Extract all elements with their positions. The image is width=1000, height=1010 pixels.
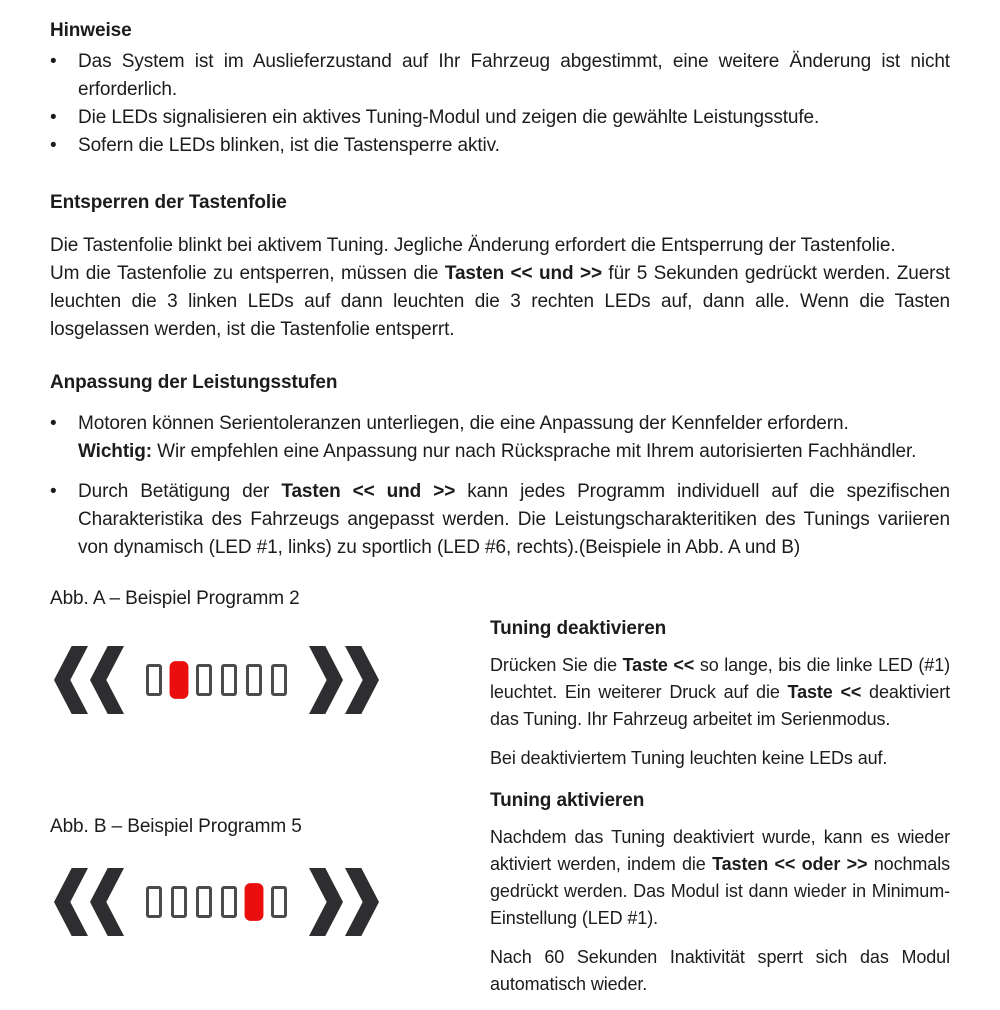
led-row (146, 886, 287, 918)
led-2 (171, 886, 187, 918)
two-column-area (50, 588, 950, 1010)
bullet-text: Die LEDs signalisieren ein aktives Tuning-Modul und zeigen die gewählte Leistungsstufe. (78, 107, 820, 128)
figure-b-label: Abb. B – Beispiel Programm 5 (50, 816, 302, 837)
tuning-aktivieren-paragraph (490, 824, 950, 932)
text-run: so lange, bis die linke LED (#1) leuchtet. Ein weiterer Druck auf die (490, 655, 950, 702)
list-item (50, 104, 950, 132)
led-display-b (54, 866, 490, 938)
text-run: nochmals gedrückt werden. Das Modul ist dann wieder in Minimum-Einstellung (LED #1). (490, 854, 950, 928)
section-anpassung (50, 372, 950, 562)
text-run-bold: Tasten << und >> (281, 481, 456, 502)
tuning-column (490, 588, 950, 1010)
text-run-bold: Taste << (787, 682, 862, 702)
bullet-icon: • (50, 51, 57, 72)
text-run-bold: Tasten << und >> (444, 263, 602, 284)
led-3 (196, 664, 212, 696)
text-run: Nachdem das Tuning deaktiviert wurde, kann es wieder aktiviert werden, indem die (490, 827, 950, 874)
chevron-left-icon (54, 868, 124, 936)
bullet-icon: • (50, 107, 57, 128)
led-4 (221, 886, 237, 918)
entsperren-line1: Die Tastenfolie blinkt bei aktivem Tuning. Jegliche Änderung erfordert die Entsperrung der Tastenfolie. (50, 235, 896, 256)
chevron-blade (309, 868, 343, 936)
chevron-blade (90, 868, 124, 936)
list-item (50, 478, 950, 562)
bullet-icon: • (50, 413, 57, 434)
text-run: Motoren können Serientoleranzen unterliegen, die eine Anpassung der Kennfelder erfordern. (78, 413, 849, 434)
text-run: für 5 Sekunden gedrückt werden. Zuerst leuchten die 3 linken LEDs auf dann leuchten die 3 rechten LEDs auf, dann alle. Wenn die Tasten losgelassen werden, ist die Tastenfolie entsperrt. (50, 263, 950, 340)
led-row (146, 664, 287, 696)
tuning-deaktivieren-note: Bei deaktiviertem Tuning leuchten keine LEDs auf. (490, 748, 888, 768)
list-item (50, 410, 950, 466)
text-run: Durch Betätigung der (78, 481, 282, 502)
anpassung-list (50, 410, 950, 562)
bullet-text: Das System ist im Auslieferzustand auf Ihr Fahrzeug abgestimmt, eine weitere Änderung ist nicht erforderlich. (78, 51, 950, 100)
chevron-blade (90, 646, 124, 714)
entsperren-paragraph (50, 260, 950, 344)
led-6 (271, 886, 287, 918)
led-5 (246, 664, 262, 696)
led-5 (245, 883, 264, 921)
anpassung-title: Anpassung der Leistungsstufen (50, 372, 338, 393)
tuning-aktivieren-title: Tuning aktivieren (490, 790, 645, 811)
section-hinweise (50, 20, 950, 160)
tuning-aktivieren-note: Nach 60 Sekunden Inaktivität sperrt sich das Modul automatisch wieder. (490, 947, 950, 994)
chevron-right-icon (309, 646, 379, 714)
chevron-blade (345, 646, 379, 714)
text-run-bold: Taste << (622, 655, 695, 675)
led-2 (170, 661, 189, 699)
bullet-icon: • (50, 481, 57, 502)
section-entsperren (50, 192, 950, 344)
bullet-icon: • (50, 135, 57, 156)
hinweise-list (50, 48, 950, 160)
text-run-bold: Tasten << oder >> (712, 854, 868, 874)
led-4 (221, 664, 237, 696)
text-run: deaktiviert das Tuning. Ihr Fahrzeug arbeitet im Serienmodus. (490, 682, 950, 729)
chevron-right-icon (309, 868, 379, 936)
bullet-text (78, 478, 950, 562)
bullet-text: Sofern die LEDs blinken, ist die Tastensperre aktiv. (78, 135, 500, 156)
chevron-left-icon (54, 646, 124, 714)
tuning-deaktivieren-paragraph (490, 652, 950, 733)
tuning-deaktivieren-title: Tuning deaktivieren (490, 618, 667, 639)
figure-a-label: Abb. A – Beispiel Programm 2 (50, 588, 300, 609)
chevron-blade (54, 868, 88, 936)
text-run: Wir empfehlen eine Anpassung nur nach Rücksprache mit Ihrem autorisierten Fachhändler. (151, 441, 917, 462)
text-run: kann jedes Programm individuell auf die spezifischen Charakteristika des Fahrzeugs angepasst werden. Die Leistungscharakteritiken des Tunings variieren von dynamisch (LED #1, links) zu sportlich (LED #6, rechts).(Beispiele in Abb. A und B) (78, 481, 950, 558)
list-item (50, 132, 950, 160)
text-run-bold: Wichtig: (78, 441, 152, 462)
chevron-blade (309, 646, 343, 714)
hinweise-title: Hinweise (50, 20, 132, 41)
led-display-a (54, 644, 490, 716)
led-3 (196, 886, 212, 918)
figures-column (50, 588, 490, 1010)
list-item (50, 48, 950, 104)
entsperren-title: Entsperren der Tastenfolie (50, 192, 287, 213)
led-6 (271, 664, 287, 696)
led-1 (146, 886, 162, 918)
text-run: Um die Tastenfolie zu entsperren, müssen die (50, 263, 445, 284)
text-run: Drücken Sie die (490, 655, 623, 675)
chevron-blade (54, 646, 88, 714)
chevron-blade (345, 868, 379, 936)
led-1 (146, 664, 162, 696)
bullet-text (78, 410, 950, 466)
